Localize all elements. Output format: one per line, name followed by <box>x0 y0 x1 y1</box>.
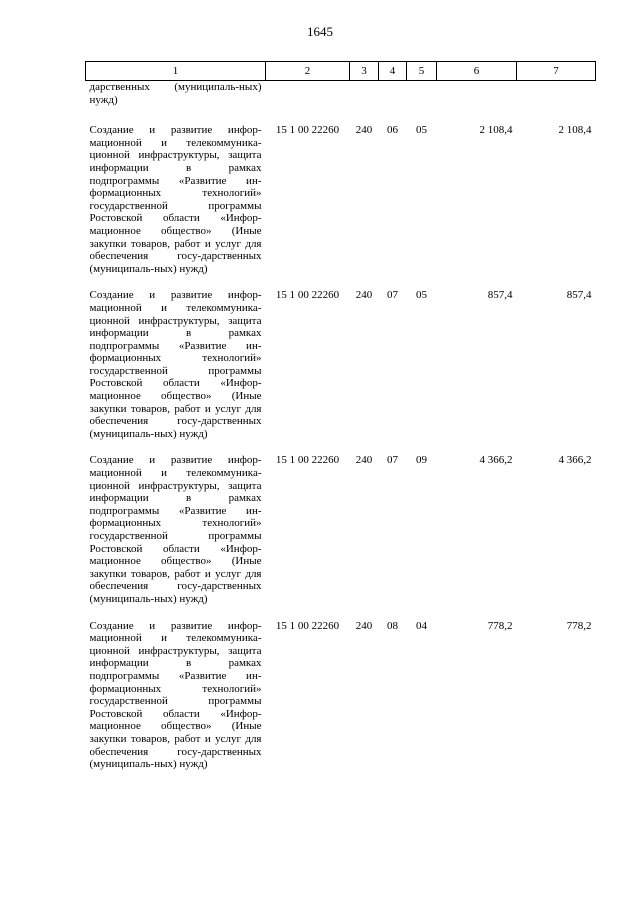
continuation-text: дарственных (муниципаль-ных) нужд) <box>89 81 262 106</box>
table-row <box>86 620 596 785</box>
row-subsection: 04 <box>416 619 427 632</box>
row-description: Создание и развитие инфор-мационной и телекоммуника-ционной инфраструктуры, защита информации в рамках подпрограммы «Развитие ин-формационных технологий» государственной программы Ростовской области «Инфор-мационное общество» (Иные закупки товаров, работ и услуг для обеспечения госу-дарственных (муниципаль-ных) нужд) <box>89 289 262 440</box>
table-row <box>86 289 596 454</box>
row-subsection: 05 <box>416 289 427 302</box>
row-amount-1: 857,4 <box>487 289 513 302</box>
table-row <box>86 124 596 289</box>
row-expense-type: 240 <box>355 619 373 632</box>
table-row <box>86 454 596 619</box>
row-amount-1: 778,2 <box>487 619 513 632</box>
row-expense-type: 240 <box>355 289 373 302</box>
row-subsection: 05 <box>416 124 427 137</box>
row-target-article: 15 1 00 22260 <box>275 289 340 302</box>
row-target-article: 15 1 00 22260 <box>275 454 340 467</box>
row-amount-2: 778,2 <box>566 619 592 632</box>
row-description: Создание и развитие инфор-мационной и телекоммуника-ционной инфраструктуры, защита информации в рамках подпрограммы «Развитие ин-формационных технологий» государственной программы Ростовской области «Инфор-мационное общество» (Иные закупки товаров, работ и услуг для обеспечения госу-дарственных (муниципаль-ных) нужд) <box>89 619 262 771</box>
row-subsection: 09 <box>416 454 427 467</box>
page-number: 1645 <box>307 24 333 39</box>
row-section: 06 <box>387 124 398 137</box>
row-amount-1: 2 108,4 <box>479 124 513 137</box>
header-col-5: 5 <box>407 62 437 81</box>
row-target-article: 15 1 00 22260 <box>275 124 340 137</box>
row-amount-2: 857,4 <box>566 289 592 302</box>
header-row <box>86 62 596 81</box>
row-expense-type: 240 <box>355 454 373 467</box>
header-col-3: 3 <box>350 62 379 81</box>
row-amount-2: 4 366,2 <box>558 454 592 467</box>
row-description: Создание и развитие инфор-мационной и телекоммуника-ционной инфраструктуры, защита информации в рамках подпрограммы «Развитие ин-формационных технологий» государственной программы Ростовской области «Инфор-мационное общество» (Иные закупки товаров, работ и услуг для обеспечения госу-дарственных (муниципаль-ных) нужд) <box>89 454 262 605</box>
row-section: 07 <box>387 289 398 302</box>
continuation-row <box>86 81 596 125</box>
row-section: 07 <box>387 454 398 467</box>
row-section: 08 <box>387 619 398 632</box>
row-description: Создание и развитие инфор-мационной и телекоммуника-ционной инфраструктуры, защита информации в рамках подпрограммы «Развитие ин-формационных технологий» государственной программы Ростовской области «Инфор-мационное общество» (Иные закупки товаров, работ и услуг для обеспечения госу-дарственных (муниципаль-ных) нужд) <box>89 124 262 275</box>
row-expense-type: 240 <box>355 124 373 137</box>
header-col-7: 7 <box>517 62 596 81</box>
header-col-6: 6 <box>437 62 517 81</box>
header-col-4: 4 <box>379 62 407 81</box>
budget-table <box>85 61 596 785</box>
row-amount-1: 4 366,2 <box>479 454 513 467</box>
header-col-2: 2 <box>266 62 350 81</box>
header-col-1: 1 <box>86 62 266 81</box>
row-amount-2: 2 108,4 <box>558 124 592 137</box>
row-target-article: 15 1 00 22260 <box>275 619 340 632</box>
